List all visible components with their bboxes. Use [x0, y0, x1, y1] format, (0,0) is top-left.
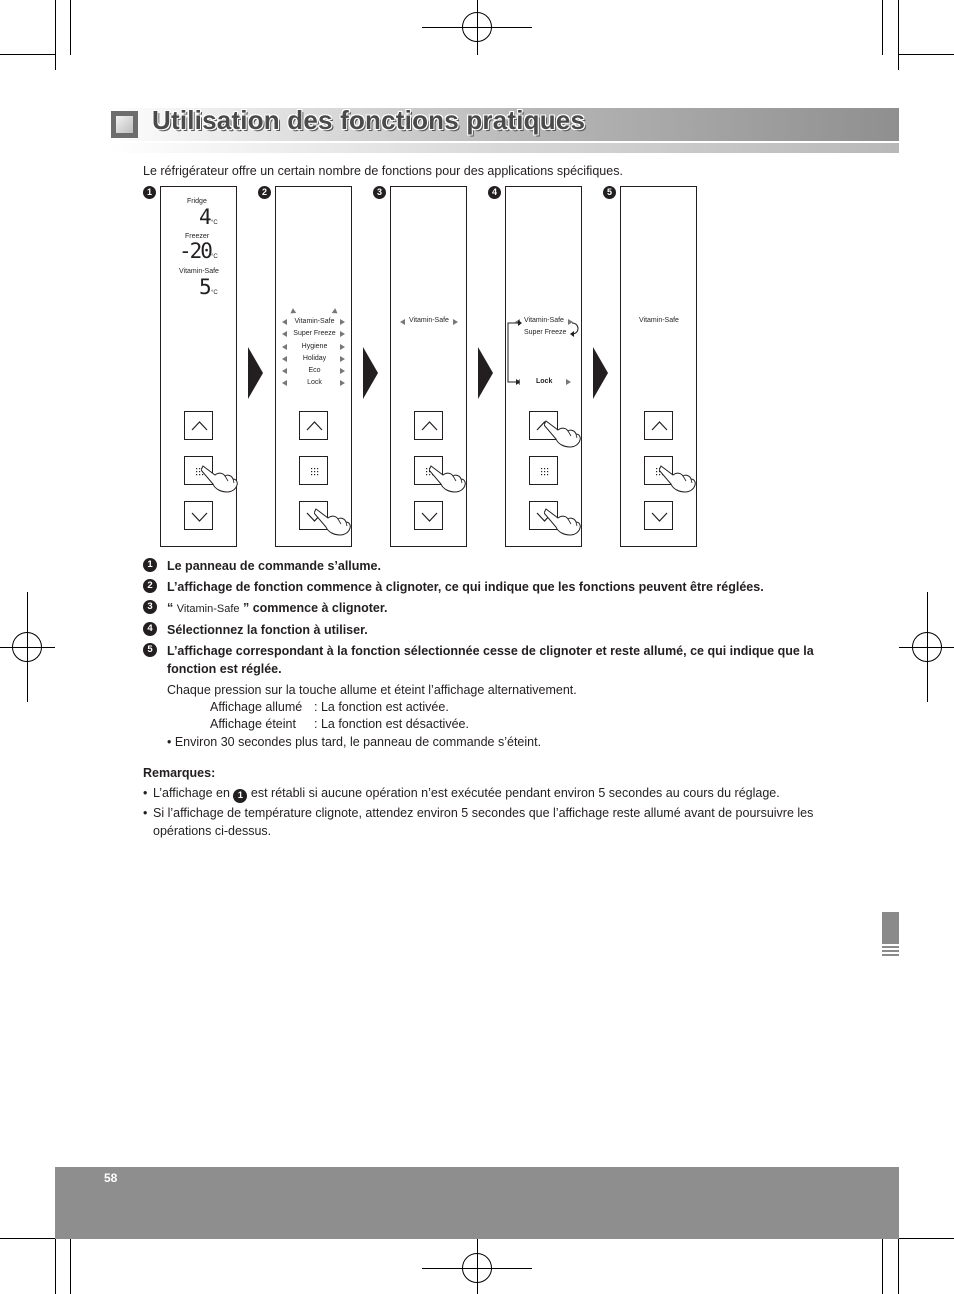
blink-arrow-icon: [340, 380, 345, 386]
next-arrow-icon: [478, 347, 493, 399]
blink-arrow-icon: [340, 344, 345, 350]
fridge-label: Fridge: [187, 198, 207, 205]
quote-open: “: [167, 601, 177, 615]
function-item: Eco: [308, 367, 321, 375]
intro-text: Le réfrigérateur offre un certain nombre de fonctions pour des applications spécifiques.: [143, 164, 623, 178]
square-bullet-icon: [116, 116, 133, 133]
up-button[interactable]: [184, 411, 213, 440]
control-panel-5: [620, 186, 697, 547]
step-text: Le panneau de commande s’allume.: [167, 559, 381, 573]
crop-mark: [55, 0, 56, 70]
vitamin-safe-label: Vitamin-Safe: [639, 317, 679, 324]
step-text-rest: ” commence à clignoter.: [239, 601, 388, 615]
note-1-pre: L’affichage en: [153, 786, 230, 800]
detail-off-label: Affichage éteint: [210, 717, 296, 731]
blink-arrow-icon: [340, 331, 345, 337]
function-item: Vitamin-Safe: [294, 318, 335, 325]
control-panel-2: [275, 186, 352, 547]
blink-arrow-icon: [282, 331, 287, 337]
note-2-line-1: Si l’affichage de température clignote, attendez environ 5 secondes que l’affichage reste allumé avant de poursuivre les: [153, 806, 814, 820]
blink-arrow-icon: [282, 319, 287, 325]
note-bullet: •: [143, 806, 148, 820]
blink-arrow-icon: [400, 319, 405, 325]
control-panel-1: [160, 186, 237, 547]
function-list: [276, 316, 353, 390]
detail-on-label: Affichage allumé: [210, 700, 303, 714]
step-text: [167, 599, 837, 618]
note-1-post: est rétabli si aucune opération n’est exécutée pendant environ 5 secondes au cours du réglage.: [250, 786, 780, 800]
step-number: 1: [143, 558, 157, 572]
pointing-hand-icon: [544, 507, 584, 537]
crop-mark: [898, 1238, 954, 1239]
down-button[interactable]: [644, 501, 673, 530]
function-item: Hygiene: [301, 342, 328, 350]
function-button[interactable]: [529, 456, 558, 485]
detail-off-value: : La fonction est désactivée.: [314, 717, 469, 731]
blink-arrow-icon: [282, 356, 287, 362]
function-item: Lock: [307, 379, 322, 387]
detail-line: • Environ 30 secondes plus tard, le panneau de commande s’éteint.: [167, 735, 542, 749]
cycle-arrow-icon: [502, 315, 586, 387]
vitamin-safe-inline: Vitamin-Safe: [176, 603, 240, 615]
lock-label: Lock: [536, 378, 553, 385]
fridge-unit: °C: [211, 220, 218, 226]
panel-number-3: 3: [373, 186, 386, 199]
down-button[interactable]: [414, 501, 443, 530]
blink-arrow-icon: [282, 368, 287, 374]
control-panel-3: [390, 186, 467, 547]
blink-arrow-icon: [332, 308, 340, 316]
panel-number-4: 4: [488, 186, 501, 199]
step-text: L’affichage de fonction commence à clignoter, ce qui indique que les fonctions peuvent être réglées.: [167, 580, 764, 594]
freezer-temperature: -20: [179, 239, 211, 263]
blink-arrow-icon: [453, 319, 458, 325]
side-tab: [882, 912, 899, 944]
panel-number-5: 5: [603, 186, 616, 199]
control-panel-4: [505, 186, 582, 547]
detail-line: Chaque pression sur la touche allume et éteint l’affichage alternativement.: [167, 683, 577, 697]
blink-arrow-icon: [340, 319, 345, 325]
blink-arrow-icon: [340, 356, 345, 362]
registration-mark: [899, 647, 954, 648]
step-number: 2: [143, 579, 157, 593]
blink-arrow-icon: [340, 368, 345, 374]
registration-mark: [477, 1238, 478, 1294]
crop-mark: [898, 0, 899, 70]
vitamin-safe-temperature: 5: [199, 275, 210, 299]
next-arrow-icon: [593, 347, 608, 399]
pointing-hand-icon: [201, 464, 241, 494]
side-tab-lines: [882, 946, 899, 956]
pointing-hand-icon: [429, 464, 469, 494]
vitamin-safe-label: Vitamin-Safe: [524, 317, 564, 324]
page-number: 58: [104, 1171, 118, 1185]
function-button[interactable]: [299, 456, 328, 485]
detail-on-value: : La fonction est activée.: [314, 700, 449, 714]
crop-mark: [70, 0, 71, 55]
panel-number-1: 1: [143, 186, 156, 199]
step-number: 5: [143, 643, 157, 657]
title-underline: [107, 143, 899, 153]
note-2-line-2: opérations ci-dessus.: [153, 824, 272, 838]
step-number: 3: [143, 600, 157, 614]
blink-arrow-icon: [289, 308, 297, 316]
freezer-label: Freezer: [185, 233, 210, 240]
step-text: Sélectionnez la fonction à utiliser.: [167, 623, 368, 637]
pointing-hand-icon: [659, 464, 699, 494]
function-item: Super Freeze: [293, 330, 336, 338]
up-button[interactable]: [299, 411, 328, 440]
super-freeze-label: Super Freeze: [524, 329, 567, 336]
note-bullet: •: [143, 786, 148, 800]
panel-number-2: 2: [258, 186, 271, 199]
registration-mark: [422, 27, 532, 28]
crop-mark: [0, 1238, 56, 1239]
function-item: Holiday: [302, 354, 327, 362]
vitamin-safe-unit: °C: [211, 290, 218, 296]
blink-arrow-icon: [282, 344, 287, 350]
step-text: L’affichage correspondant à la fonction sélectionnée cesse de clignoter et reste allumé, ce qui indique que la fonction est réglée.: [167, 644, 814, 676]
next-arrow-icon: [248, 347, 263, 399]
next-arrow-icon: [363, 347, 378, 399]
crop-mark: [0, 54, 56, 55]
up-button[interactable]: [414, 411, 443, 440]
crop-mark: [70, 1238, 71, 1294]
step-number: 4: [143, 622, 157, 636]
up-button[interactable]: [644, 411, 673, 440]
notes-heading: Remarques:: [143, 766, 216, 780]
step-number: 1: [233, 789, 247, 803]
vitamin-safe-label: Vitamin-Safe: [179, 268, 219, 275]
pointing-hand-icon: [544, 419, 584, 449]
crop-mark: [882, 0, 883, 55]
page-title: Utilisation des fonctions pratiques: [152, 105, 586, 135]
vitamin-safe-label: Vitamin-Safe: [409, 317, 449, 324]
registration-mark: [422, 1268, 532, 1269]
blink-arrow-icon: [282, 380, 287, 386]
pointing-hand-icon: [314, 507, 354, 537]
registration-mark: [0, 647, 55, 648]
fridge-temperature: 4: [199, 205, 210, 229]
down-button[interactable]: [184, 501, 213, 530]
footer-bar: [55, 1167, 899, 1239]
crop-mark: [882, 1238, 883, 1294]
note-1-text: [153, 786, 780, 803]
freezer-unit: °C: [211, 254, 218, 260]
crop-mark: [898, 54, 954, 55]
